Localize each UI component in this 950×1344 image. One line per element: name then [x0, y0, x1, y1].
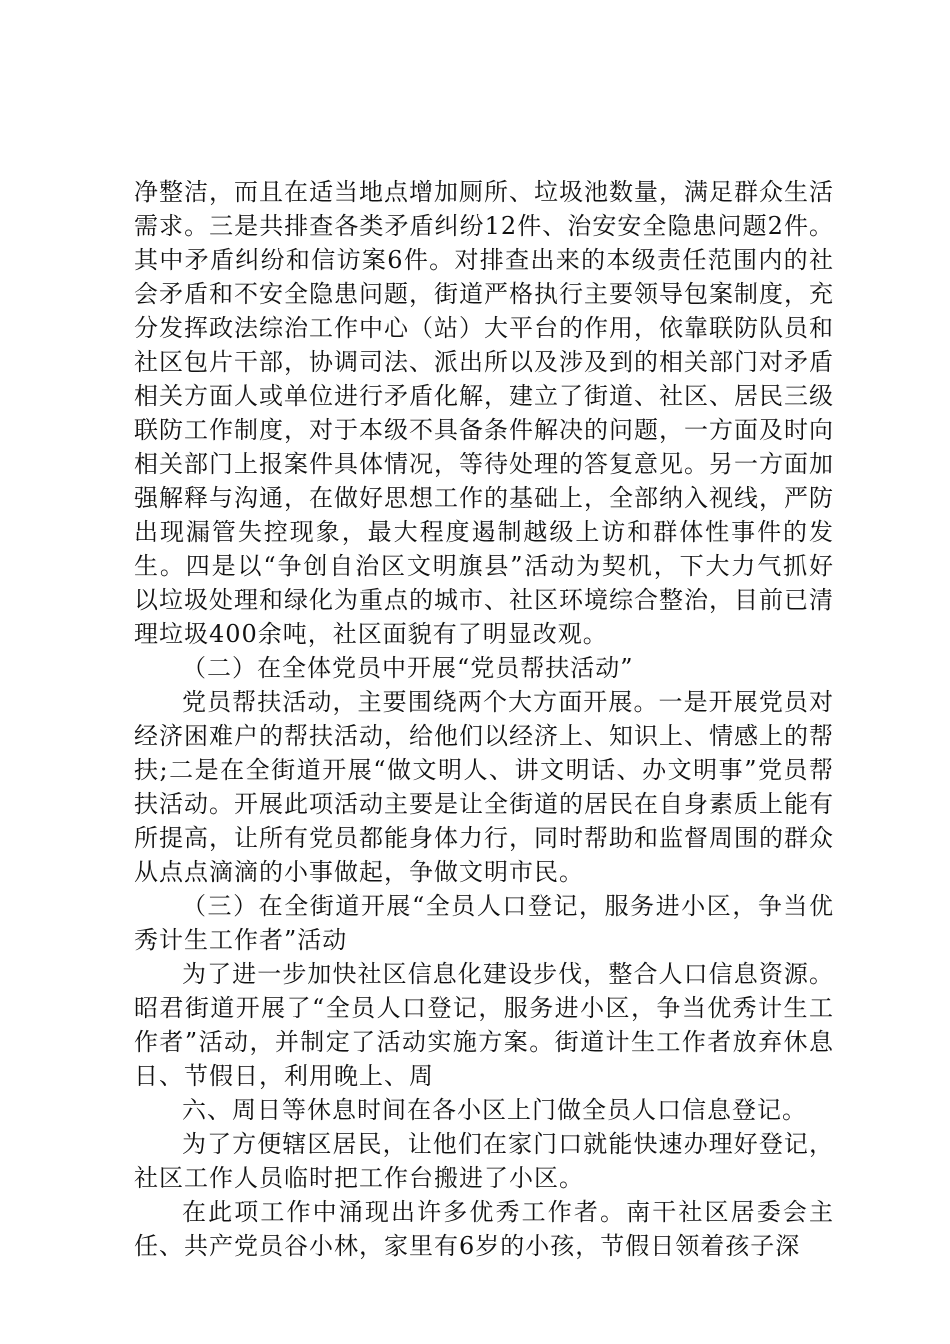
- paragraph: 在此项工作中涌现出许多优秀工作者。南干社区居委会主任、共产党员谷小林，家里有6岁的小孩，节假日领着孩子深: [134, 1198, 834, 1260]
- document-body: [134, 175, 834, 1263]
- paragraph: 六、周日等休息时间在各小区上门做全员人口信息登记。: [182, 1096, 807, 1124]
- section-heading-2: （二）在全体党员中开展“党员帮扶活动”: [182, 654, 634, 682]
- section-heading-3: （三）在全街道开展“全员人口登记，服务进小区，争当优秀计生工作者”活动: [134, 892, 834, 954]
- paragraph: 党员帮扶活动，主要围绕两个大方面开展。一是开展党员对经济困难户的帮扶活动，给他们以经济上、知识上、情感上的帮扶;二是在全街道开展“做文明人、讲文明话、办文明事”党员帮扶活动。开展此项活动主要是让全街道的居民在自身素质上能有所提高，让所有党员都能身体力行，同时帮助和监督周围的群众从点点滴滴的小事做起，争做文明市民。: [134, 688, 834, 886]
- paragraph: 为了方便辖区居民，让他们在家门口就能快速办理好登记，社区工作人员临时把工作台搬进了小区。: [134, 1130, 834, 1192]
- paragraph: 为了进一步加快社区信息化建设步伐，整合人口信息资源。昭君街道开展了“全员人口登记，服务进小区，争当优秀计生工作者”活动，并制定了活动实施方案。街道计生工作者放弃休息日、节假日，利用晚上、周: [134, 960, 834, 1090]
- paragraph-continued: 净整洁，而且在适当地点增加厕所、垃圾池数量，满足群众生活需求。三是共排查各类矛盾纠纷12件、治安安全隐患问题2件。其中矛盾纠纷和信访案6件。对排查出来的本级责任范围内的社会矛盾和不安全隐患问题，街道严格执行主要领导包案制度，充分发挥政法综治工作中心（站）大平台的作用，依靠联防队员和社区包片干部，协调司法、派出所以及涉及到的相关部门对矛盾相关方面人或单位进行矛盾化解，建立了街道、社区、居民三级联防工作制度，对于本级不具备条件解决的问题，一方面及时向相关部门上报案件具体情况，等待处理的答复意见。另一方面加强解释与沟通，在做好思想工作的基础上，全部纳入视线，严防出现漏管失控现象，最大程度遏制越级上访和群体性事件的发生。四是以“争创自治区文明旗县”活动为契机，下大力气抓好以垃圾处理和绿化为重点的城市、社区环境综合整治，目前已清理垃圾400余吨，社区面貌有了明显改观。: [134, 178, 834, 648]
